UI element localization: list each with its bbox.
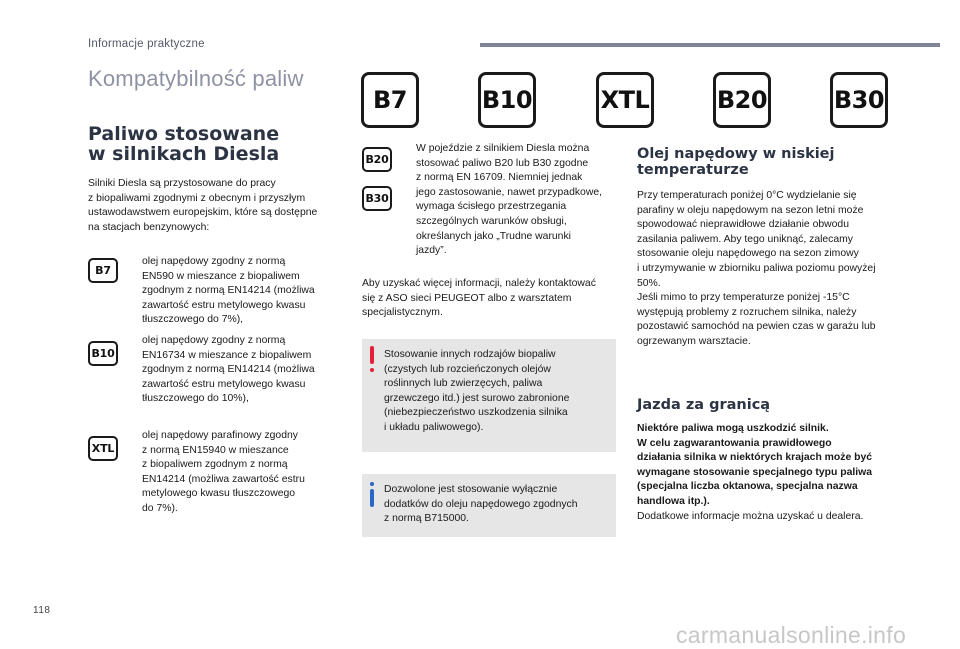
b20-b30-text: W pojeździe z silnikiem Diesla można stosować paliwo B20 lub B30 zgodne z normą EN 16709. Niemniej jednak jego zastosowanie, nawet przypadkowe, wymaga ścisłego przestrzegania szczególnych warunków obsługi, określanych jako „Trudne warunki jazdy”. — [416, 143, 602, 257]
fuel-badges-row — [361, 72, 941, 134]
fuel-badge-xtl: XTL — [596, 72, 654, 128]
fuel-badge-xtl-small: XTL — [88, 436, 118, 461]
section-label: Informacje praktyczne — [88, 38, 205, 50]
driving-abroad-heading: Jazda za granicą — [637, 397, 771, 413]
fuel-badge-b20: B20 — [713, 72, 771, 128]
watermark: carmanualsonline.info — [676, 622, 907, 648]
fuel-badge-b30-small: B30 — [362, 186, 392, 211]
driving-abroad-text: Niektóre paliwa mogą uszkodzić silnik. W celu zagwarantowania prawidłowego działania silnika w niektórych krajach może być wymagane stosowanie specjalnego typu paliwa (specjalna liczba oktanowa, specjalna nazwa handlowa itp.). Dodatkowe informacje można uzyskać u dealera. — [637, 423, 873, 522]
fuel-badge-b20-small: B20 — [362, 147, 392, 172]
info-box — [362, 474, 616, 537]
page-title: Kompatybilność paliw — [88, 66, 304, 91]
diesel-intro-text: Silniki Diesla są przystosowane do pracy z biopaliwami zgodnymi z obecnym i przyszłym ustawodawstwem europejskim, które są dostępne na stacjach benzynowych: — [88, 178, 318, 233]
contact-dealer-text: Aby uzyskać więcej informacji, należy kontaktować się z ASO sieci PEUGEOT albo z warsztatem specjalistycznym. — [362, 278, 596, 319]
fuel-xtl-description: olej napędowy parafinowy zgodny z normą EN15940 w mieszance z biopaliwem zgodnym z normą EN14214 (możliwa zawartość estru metylowego kwasu tłuszczowego do 7%). — [142, 430, 305, 514]
fuel-b7-description: olej napędowy zgodny z normą EN590 w mieszance z biopaliwem zgodnym z normą EN14214 (możliwa zawartość estru metylowego kwasu tłuszczowego do 7%), — [142, 256, 315, 326]
info-i-icon — [370, 482, 374, 508]
fuel-b10-description: olej napędowy zgodny z normą EN16734 w mieszance z biopaliwem zgodnym z normą EN14214 (możliwa zawartość estru metylowego kwasu tłuszczowego do 10%), — [142, 335, 315, 405]
fuel-badge-b7-small: B7 — [88, 258, 118, 283]
cold-diesel-text: Przy temperaturach poniżej 0°C wydzielanie się parafiny w oleju napędowym na sezon letni może spowodować nieprawidłowe działanie obwodu zasilania paliwem. Aby tego uniknąć, zalecamy stosowanie oleju napędowego na sezon zimowy i utrzymywanie w zbiorniku paliwa poziomu powyżej 50%. Jeśli mimo to przy temperaturze poniżej -15°C występują problemy z rozruchem silnika, należy pozostawić samochód na pewien czas w garażu lub ogrzewanym warsztacie. — [637, 190, 876, 347]
warning-text: Stosowanie innych rodzajów biopaliw (czystych lub rozcieńczonych olejów roślinnych lub zwierzęcych, paliwa grzewczego itd.) jest surowo zabronione (niebezpieczeństwo uszkodzenia silnika i układu paliwowego). — [384, 349, 570, 433]
fuel-badge-b10-small: B10 — [88, 341, 118, 366]
cold-diesel-heading: Olej napędowy w niskiej temperaturze — [637, 146, 835, 178]
info-text: Dozwolone jest stosowanie wyłącznie dodatków do oleju napędowego zgodnych z normą B715000. — [384, 484, 578, 525]
warning-exclamation-icon — [370, 346, 374, 364]
diesel-fuel-heading: Paliwo stosowane w silnikach Diesla — [88, 123, 280, 165]
page-number: 118 — [33, 605, 51, 616]
header-divider — [480, 43, 940, 47]
fuel-badge-b30: B30 — [830, 72, 888, 128]
fuel-badge-b10: B10 — [478, 72, 536, 128]
warning-box — [362, 339, 616, 452]
fuel-badge-b7: B7 — [361, 72, 419, 128]
